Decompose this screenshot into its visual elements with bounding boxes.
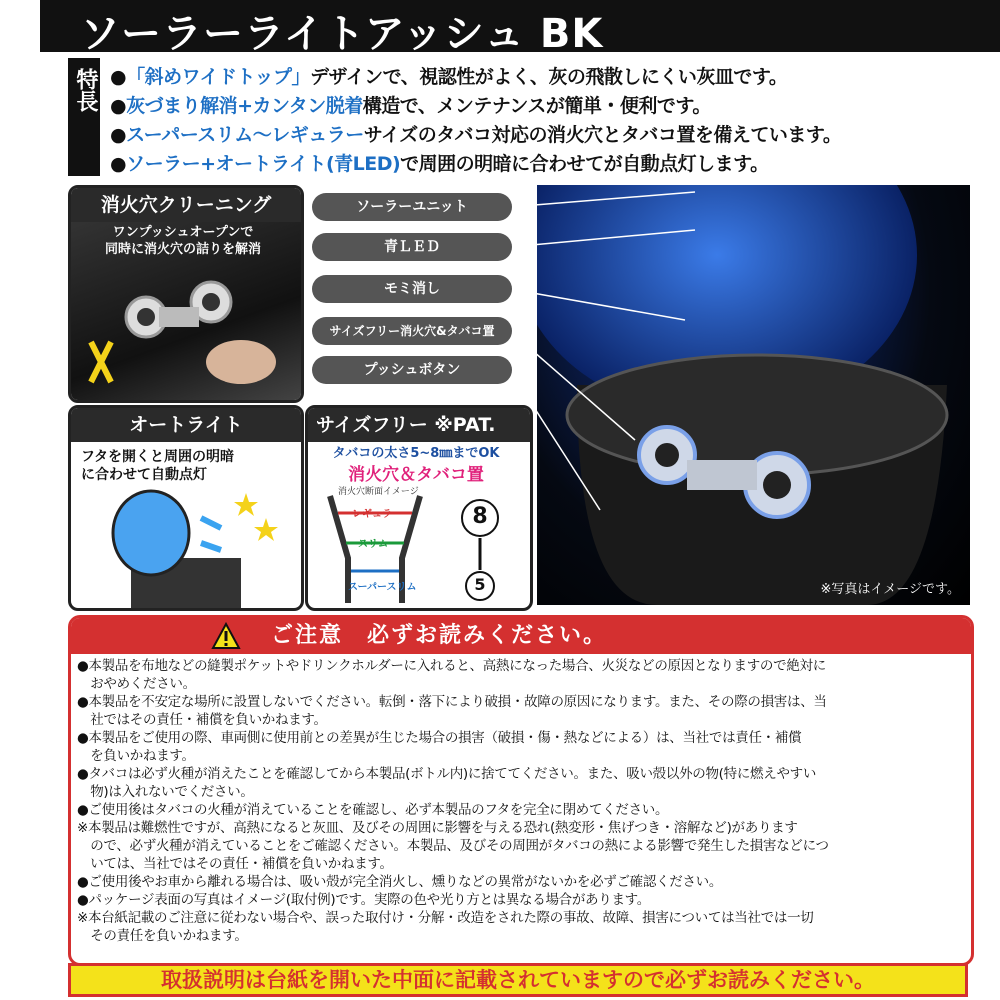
size-label-superslim: スーパースリム [348,582,417,593]
caution-line: を負いかねます。 [77,748,195,764]
label-push-button: プッシュボタン [312,356,512,384]
caution-header [71,618,971,654]
caution-line: ●本製品をご使用の際、車両側に使用前との差異が生じた場合の損害（破損・傷・熱などによる）は、当社では責任・補償 [77,730,802,746]
feature-text: サイズのタバコ対応の消火穴とタバコ置を備えています。 [363,124,842,146]
label-solar-unit: ソーラーユニット [312,193,512,221]
size-label-regular: レギュラー [352,509,402,520]
caution-line: おやめください。 [77,676,196,692]
caution-line: ●本製品を不安定な場所に設置しないでください。転倒・落下により破損・故障の原因になります。また、その際の損害は、当 [77,694,827,710]
caution-box [68,615,974,966]
sizefree-sub2: 消火穴＆タバコ置 [348,465,484,485]
autolight-panel [68,405,304,611]
label-sizefree-holder: サイズフリー消火穴&タバコ置 [312,317,512,345]
features-tag [68,58,100,176]
feature-highlight: 灰づまり解消+カンタン脱着 [126,95,363,117]
caution-line: 物)は入れないでください。 [77,784,254,800]
autolight-caption [81,448,291,484]
size-number-8: 8 [472,504,488,529]
sizefree-diagram [308,408,530,608]
caution-line: いては、当社ではその責任・補償を負いかねます。 [77,856,393,872]
caution-line: ●パッケージ表面の写真はイメージ(取付例)です。実際の色や光り方とは異なる場合があります。 [77,892,650,908]
caution-line: ※本台紙記載のご注意に従わない場合や、誤った取付け・分解・改造をされた際の事故、故障、損害については当社では一切 [77,910,814,926]
caution-line: ※本製品は難燃性ですが、高熱になると灰皿、及びその周囲に影響を与える恐れ(熱変形・焦げつき・溶解など)があります [77,820,798,836]
feature-text: 構造で、メンテナンスが簡単・便利です。 [362,95,711,117]
feature-highlight: スーパースリム〜レギュラー [126,124,364,146]
feature-highlight: 「斜めワイドトップ」 [126,66,310,88]
caution-line: 社ではその責任・補償を負いかねます。 [77,712,327,728]
cleaning-panel [68,185,304,403]
sizefree-title: サイズフリー ※PAT. [308,408,530,442]
feature-item: ●「斜めワイドトップ」デザインで、視認性がよく、灰の飛散しにくい灰皿です。 [110,66,788,88]
sizefree-panel [305,405,533,611]
autolight-illustration [71,488,301,608]
autolight-title: オートライト [71,408,301,442]
label-blue-led: 青ＬＥＤ [312,233,512,261]
feature-text: で周囲の明暗に合わせてが自動点灯します。 [400,153,769,175]
caution-line: ので、必ず火種が消えていることをご確認ください。本製品、及びその周囲がタバコの熱による影響で発生した損害などにつ [77,838,829,854]
sizefree-diagram-caption: 消火穴断面イメージ [338,487,419,497]
feature-text: デザインで、視認性がよく、灰の飛散しにくい灰皿です。 [309,66,788,88]
caution-heading: ご注意 必ずお読みください。 [271,623,608,648]
label-leader-lines [505,190,735,520]
size-number-5: 5 [474,575,486,594]
photo-note: ※写真はイメージです。 [820,582,960,597]
caution-line: ●タバコは必ず火種が消えたことを確認してから本製品(ボトル内)に捨ててください。また、吸い殻以外の物(特に燃えやすい [77,766,817,782]
caution-line: ●ご使用後やお車から離れる場合は、吸い殻が完全消火し、燻りなどの異常がないかを必ずご確認ください。 [77,874,723,890]
caution-line: ●本製品を布地などの縫製ポケットやドリンクホルダーに入れると、高熱になった場合、火災などの原因となりますので絶対に [77,658,826,674]
feature-item: ●ソーラー+オートライト(青LED)で周囲の明暗に合わせてが自動点灯します。 [110,153,769,175]
features-tag-label: 特長 [73,68,98,112]
cleaning-caption-line: 同時に消火穴の詰りを解消 [104,242,261,257]
feature-item: ●スーパースリム〜レギュラーサイズのタバコ対応の消火穴とタバコ置を備えています。 [110,124,842,146]
feature-highlight: ソーラー+オートライト(青LED) [126,153,401,175]
bottom-notice: 取扱説明は台紙を開いた中面に記載されていますので必ずお読みください。 [68,963,968,997]
sizefree-sub1: タバコの太さ5~8㎜までOK [332,446,500,461]
warning-icon [211,622,241,650]
caution-line: その責任を負いかねます。 [77,928,248,944]
cleaning-title: 消火穴クリーニング [71,188,301,222]
autolight-caption-line: に合わせて自動点灯 [81,467,207,483]
label-extinguisher: モミ消し [312,275,512,303]
cleaning-caption-line: ワンプッシュオープンで [112,225,254,240]
cleaning-caption [71,224,295,258]
feature-item: ●灰づまり解消+カンタン脱着構造で、メンテナンスが簡単・便利です。 [110,95,711,117]
autolight-caption-line: フタを開くと周囲の明暗 [81,449,235,465]
size-label-slim: スリム [358,539,388,550]
caution-line: ●ご使用後はタバコの火種が消えていることを確認し、必ず本製品のフタを完全に閉めてください。 [77,802,669,818]
page-title: ソーラーライトアッシュ BK [80,11,604,57]
